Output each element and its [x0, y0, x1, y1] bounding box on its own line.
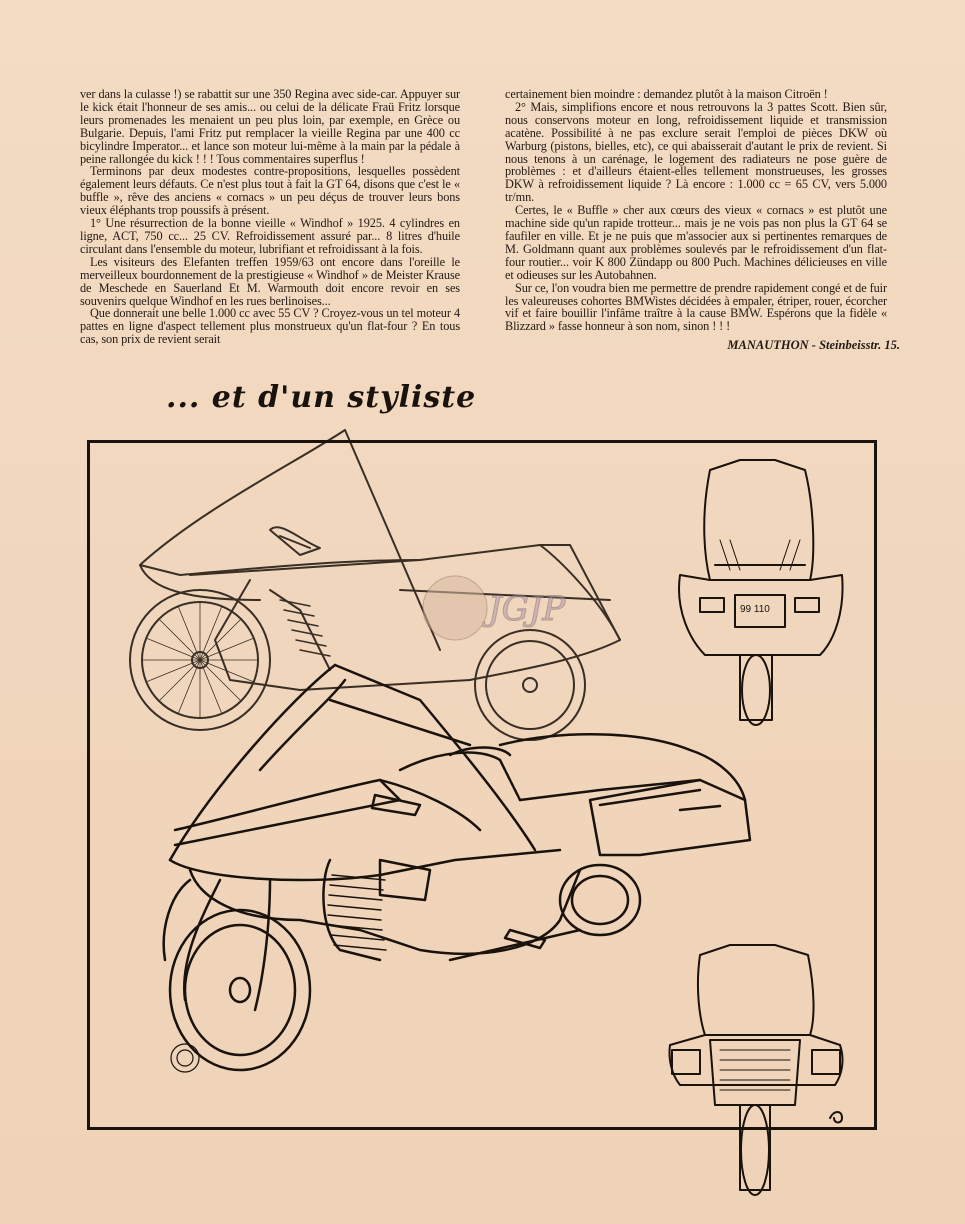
- author-signature: MANAUTHON - Steinbeisstr. 15.: [727, 338, 900, 352]
- watermark-text: JGJP: [488, 589, 566, 629]
- stamp-mark: [171, 1044, 199, 1072]
- three-quarter-view-motorcycle: [164, 665, 750, 1070]
- paragraph: Terminons par deux modestes contre-propositions, lesquelles possèdent également leurs défauts. Ce n'est plus tout à fait la GT 64, disons que c'est le « buffle », rêve des anciens « cornacs » un peu déçus de trouver leurs bons vieux éléphants trop poussifs à présent.: [80, 164, 460, 218]
- paragraph: 1° Une résurrection de la bonne vieille « Windhof » 1925. 4 cylindres en ligne, ACT, 750 cc... 25 CV. Refroidissement assuré par... 8 litres d'huile circulant dans l'ensemble du moteur, lubrifiant et refroidissant à la fois.: [80, 216, 460, 256]
- section-title: ... et d'un styliste: [166, 380, 477, 415]
- paragraph: Que donnerait une belle 1.000 cc avec 55 CV ? Croyez-vous un tel moteur 4 pattes en ligne d'aspect tellement plus monstrueux qu'un flat-four ? En tous cas, son prix de revient serait: [80, 306, 460, 347]
- license-plate: 99 110: [740, 604, 770, 615]
- paragraph: 2° Mais, simplifions encore et nous retrouvons la 3 pattes Scott. Bien sûr, nous conservons moteur en long, refroidissement liquide et transmission acatène. Possibilité à ne pas exclure serait l'emploi de pièces DKW où Warburg (pistons, bielles, etc), ce qui abaisserait d'autant le prix de revient. Si nous tenons à un carénage, le logement des radiateurs ne pose guère de problèmes : et d'ailleurs étaient-elles tellement monstrueuses, les grosses DKW à refroidissement liquide ? Là encore : 1.000 cc = 65 CV, vers 5.000 tr/mn.: [505, 99, 887, 205]
- paragraph: certainement bien moindre : demandez plutôt à la maison Citroën !: [505, 87, 828, 101]
- paragraph: Les visiteurs des Elefanten treffen 1959/63 ont encore dans l'oreille le merveilleux bourdonnement de la prestigieuse « Windhof » de Meister Krause de Meschede en Sauerland Et M. Warmouth doit encore revoir en ses souvenirs quelque Windhof en les rues berlinoises...: [80, 254, 460, 308]
- paragraph: ver dans la culasse !) se rabattit sur une 350 Regina avec side-car. Appuyer sur le kick était l'honneur de ses amis... ou celui de la délicate Fraü Fritz lorsque leurs promenades les menaient un peu plus loin, par exemple, en Grèce ou Bulgarie. Depuis, l'ami Fritz put remplacer la vieille Regina par une 400 cc bicylindre Imperator... et lance son moteur lui-même à la main par la pédale à peine rallongée du kick ! ! ! Tous commentaires superflus !: [80, 87, 460, 166]
- paragraph: Certes, le « Buffle » cher aux cœurs des vieux « cornacs » est plutôt une machine side qu'un rapide trotteur... mais je ne vois pas non plus la GT 64 se faufiler en ville. Et je ne puis que m'associer aux si pertinentes remarques de M. Goldmann quant aux problèmes soulevés par le refroidissement d'un flat-four routier... voir K 800 Zündapp ou 800 Puch. Machines délicieuses en ville et odieuses sur les Autobahnen.: [505, 203, 887, 282]
- watermark: [420, 568, 566, 648]
- paragraph: Sur ce, l'on voudra bien me permettre de prendre rapidement congé et de fuir les valeureuses cohortes BMWistes décidées à empaler, étriper, rouer, écorcher vif et faire bouillir l'infâme traître à la cause BMW. Espérons que la fidèle « Blizzard » fasse honneur à son nom, sinon ! ! !: [505, 280, 887, 334]
- front-view-upper: [679, 460, 843, 725]
- front-view-lower: [669, 945, 842, 1195]
